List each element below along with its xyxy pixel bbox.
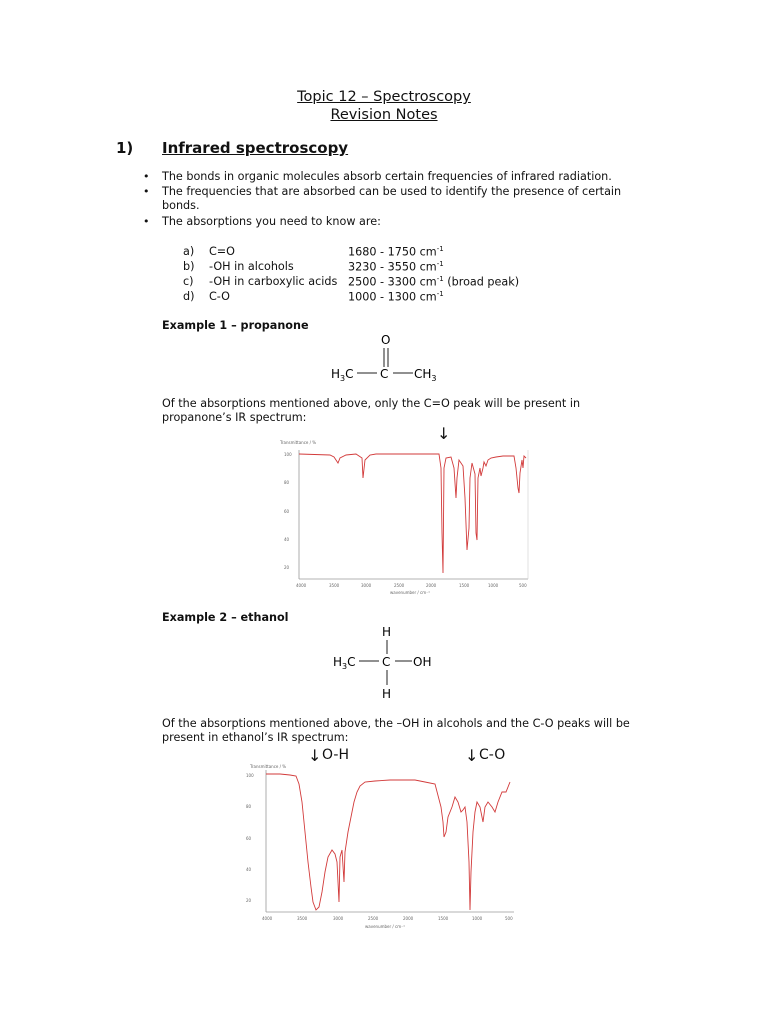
x-tick-label: 2000: [403, 916, 414, 921]
x-tick-label: 500: [519, 583, 527, 588]
y-tick-label: 100: [284, 452, 292, 457]
page-subtitle: Revision Notes: [330, 107, 438, 123]
absorption-range: 1680 - 1750 $cm^{-1}$: [348, 245, 444, 259]
bullet-text-2: The frequencies that are absorbed can be used to identify the presence of certain: [162, 185, 622, 198]
absorption-bond: C-O: [209, 290, 230, 303]
absorption-bond: -OH in alcohols: [209, 260, 294, 273]
absorption-label: b): [183, 260, 195, 273]
absorption-range: 1000 - 1300 $cm^{-1}$: [348, 290, 444, 304]
absorption-bond: -OH in carboxylic acids: [209, 275, 338, 288]
absorption-label: c): [183, 275, 194, 288]
page-title: Topic 12 – Spectroscopy: [297, 89, 471, 105]
x-tick-label: 2500: [394, 583, 405, 588]
spectrum-line: [299, 454, 526, 573]
ethanol-ir-spectrum: [240, 762, 525, 932]
x-tick-label: 2000: [426, 583, 437, 588]
x-tick-label: 500: [505, 916, 513, 921]
y-tick-label: 60: [284, 509, 290, 514]
y-ticks: [284, 452, 292, 570]
y-tick-label: 40: [284, 537, 290, 542]
y-ticks: [246, 773, 254, 903]
bullet-text-2b: bonds.: [162, 199, 200, 212]
x-tick-label: 4000: [296, 583, 307, 588]
x-tick-label: 3000: [361, 583, 372, 588]
atom-h3c: $H_3C$: [333, 655, 356, 671]
x-axis-title: wavenumber / cm⁻¹: [365, 924, 405, 929]
down-arrow-icon: ↓: [437, 424, 451, 443]
atom-h3c: $H_3C$: [331, 367, 354, 383]
example2-heading: Example 2 – ethanol: [162, 611, 289, 624]
y-tick-label: 20: [246, 898, 252, 903]
example1-heading: Example 1 – propanone: [162, 319, 309, 332]
x-tick-label: 3500: [297, 916, 308, 921]
bullet-text-1: The bonds in organic molecules absorb certain frequencies of infrared radiation.: [162, 170, 612, 183]
bullet-dot: •: [143, 170, 150, 183]
absorption-label: a): [183, 245, 195, 258]
down-arrow-icon: ↓: [308, 746, 322, 765]
atom-o: O: [381, 333, 391, 347]
y-tick-label: 20: [284, 565, 290, 570]
atom-h-top: H: [382, 625, 392, 639]
y-tick-label: 80: [284, 480, 290, 485]
absorption-label: d): [183, 290, 195, 303]
y-tick-label: 80: [246, 804, 252, 809]
ethanol-structure: [320, 622, 450, 702]
bullet-dot: •: [143, 185, 150, 198]
absorption-range: 2500 - 3300 $cm^{-1}$ (broad peak): [348, 275, 520, 289]
down-arrow-icon: ↓: [465, 746, 479, 765]
propanone-ir-spectrum: [270, 438, 535, 598]
section-title: Infrared spectroscopy: [162, 139, 349, 157]
y-tick-label: 40: [246, 867, 252, 872]
x-tick-label: 1500: [438, 916, 449, 921]
x-tick-label: 4000: [262, 916, 273, 921]
atom-h-bottom: H: [382, 687, 392, 701]
x-axis-title: wavenumber / cm⁻¹: [390, 590, 430, 595]
y-tick-label: 100: [246, 773, 254, 778]
x-ticks: [262, 916, 513, 921]
bullet-text-3: The absorptions you need to know are:: [162, 215, 381, 228]
x-tick-label: 2500: [368, 916, 379, 921]
y-axis-title: Transmittance / %: [250, 764, 287, 769]
atom-c: C: [382, 655, 391, 669]
y-axis-title: Transmittance / %: [280, 440, 317, 445]
absorption-range: 3230 - 3550 $cm^{-1}$: [348, 260, 444, 274]
x-tick-label: 3500: [329, 583, 340, 588]
bullet-dot: •: [143, 215, 150, 228]
y-tick-label: 60: [246, 836, 252, 841]
x-tick-label: 1000: [488, 583, 499, 588]
propanone-structure: [320, 328, 450, 386]
co-label: C-O: [479, 747, 506, 763]
x-tick-label: 1000: [472, 916, 483, 921]
spectrum-line: [266, 774, 510, 910]
x-tick-label: 3000: [333, 916, 344, 921]
oh-label: O-H: [322, 747, 349, 763]
absorption-bond: C=O: [209, 245, 235, 258]
example1-text-1: Of the absorptions mentioned above, only the C=O peak will be present in: [162, 397, 581, 410]
section-number: 1): [116, 139, 134, 157]
atom-c: C: [380, 367, 389, 381]
example2-text-1: Of the absorptions mentioned above, the –OH in alcohols and the C-O peaks will be: [162, 717, 630, 730]
example1-text-2: propanone’s IR spectrum:: [162, 411, 307, 424]
x-tick-label: 1500: [459, 583, 470, 588]
x-ticks: [296, 583, 527, 588]
atom-oh: OH: [413, 655, 432, 669]
example2-text-2: present in ethanol’s IR spectrum:: [162, 731, 349, 744]
atom-ch3: $CH_3$: [414, 367, 437, 383]
